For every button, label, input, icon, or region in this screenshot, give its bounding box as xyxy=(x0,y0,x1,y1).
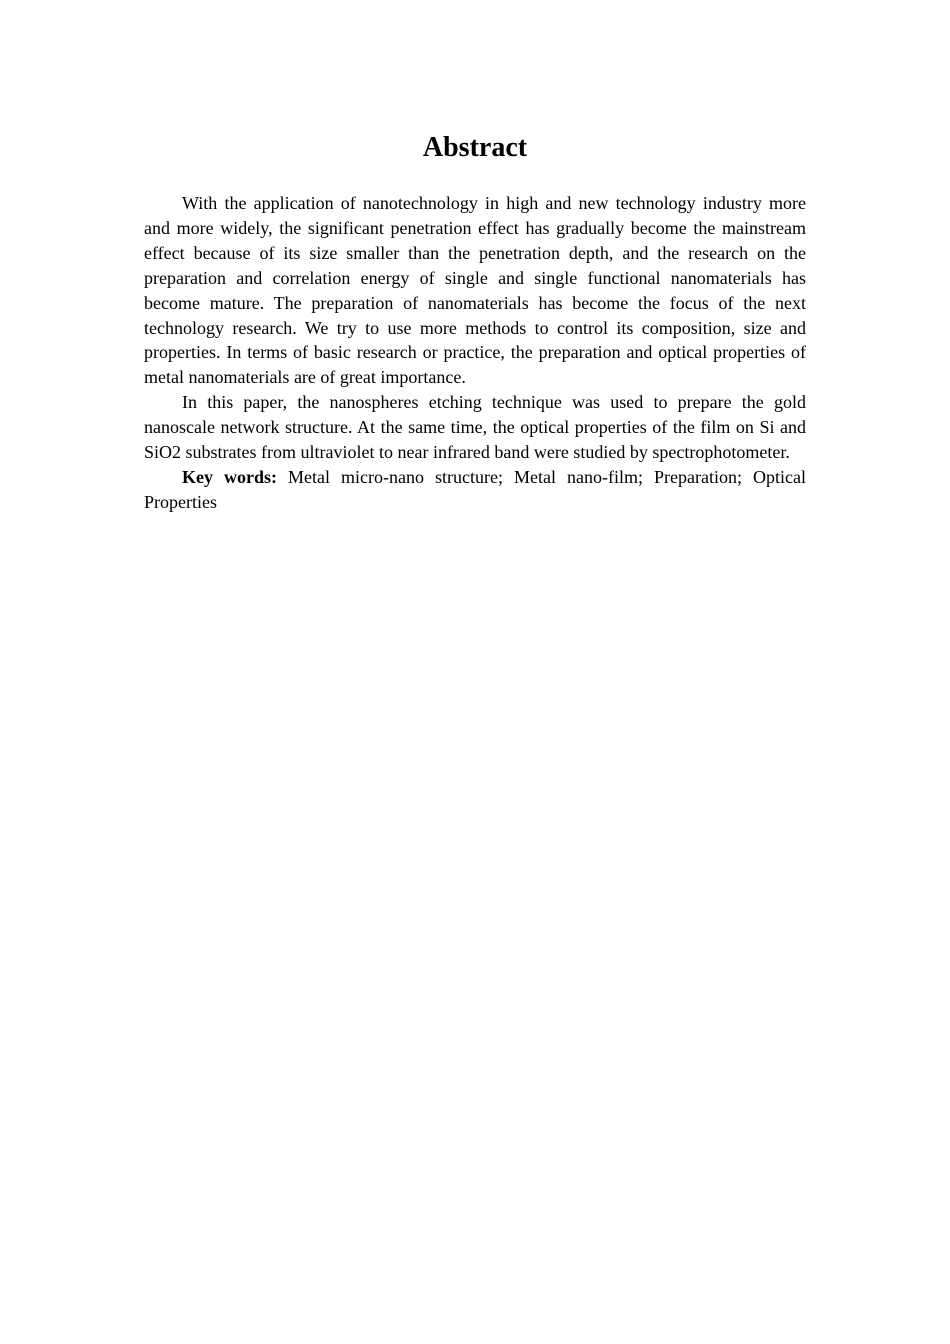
abstract-paragraph-2: In this paper, the nanospheres etching technique was used to prepare the gold nanoscale network structure. At the same time, the optical properties of the film on Si and SiO2 substrates from ultraviolet to near infrared band were studied by spectrophotometer. xyxy=(144,392,806,463)
abstract-section xyxy=(144,126,806,515)
keywords-text: Metal micro-nano structure; Metal nano-film; Preparation; Optical Properties xyxy=(144,466,806,512)
abstract-body xyxy=(144,191,806,515)
abstract-paragraph-1: With the application of nanotechnology in high and new technology industry more and more widely, the significant penetration effect has gradually become the mainstream effect because of its size smaller than the penetration depth, and the research on the preparation and correlation energy of single and single functional nanomaterials has become mature. The preparation of nanomaterials has become the focus of the next technology research. We try to use more methods to control its composition, size and properties. In terms of basic research or practice, the preparation and optical properties of metal nanomaterials are of great importance. xyxy=(144,193,806,388)
keywords-paragraph xyxy=(144,465,806,515)
keywords-label: Key words: xyxy=(182,466,278,487)
page-title: Abstract xyxy=(422,132,528,163)
